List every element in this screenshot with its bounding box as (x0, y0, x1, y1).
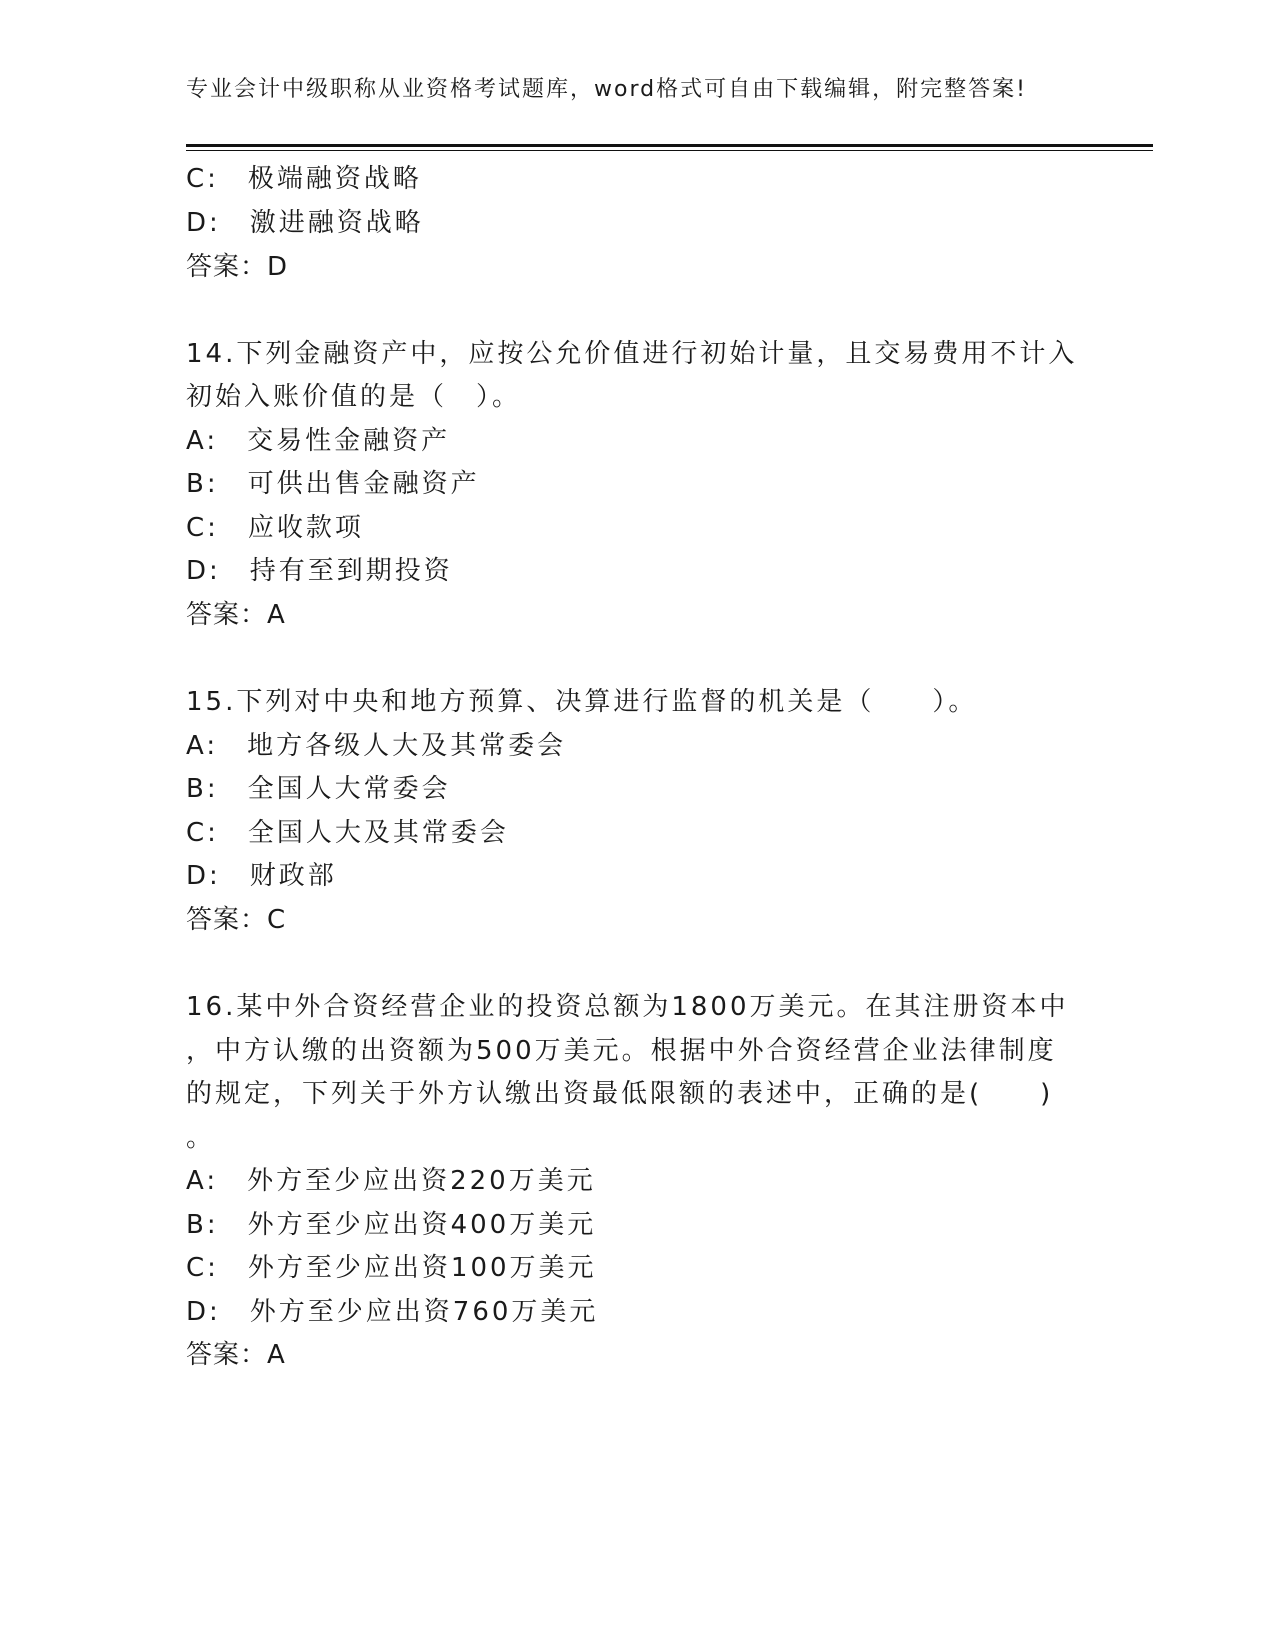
question-14-stem: 14.下列金融资产中，应按公允价值进行初始计量，且交易费用不计入 (186, 339, 1078, 369)
option-b: B: 可供出售金融资产 (186, 469, 480, 499)
option-d: D: 持有至到期投资 (186, 556, 453, 586)
question-16-stem: 的规定，下列关于外方认缴出资最低限额的表述中，正确的是( ) (186, 1079, 1054, 1109)
page-header: 专业会计中级职称从业资格考试题库，word格式可自由下载编辑，附完整答案! (186, 77, 1027, 102)
option-a: A: 交易性金融资产 (186, 426, 451, 456)
answer: 答案：A (186, 600, 286, 630)
question-14-stem: 初始入账价值的是（ ）。 (186, 382, 522, 412)
option-a: A: 外方至少应出资220万美元 (186, 1166, 596, 1196)
question-16-stem: 。 (186, 1123, 216, 1153)
option-b: B: 全国人大常委会 (186, 774, 451, 804)
option-c: C: 全国人大及其常委会 (186, 818, 509, 848)
option-c: C: 极端融资战略 (186, 164, 422, 194)
option-b: B: 外方至少应出资400万美元 (186, 1210, 597, 1240)
header-rule-thin (186, 150, 1153, 151)
option-a: A: 地方各级人大及其常委会 (186, 731, 567, 761)
header-rule-thick (186, 144, 1153, 147)
option-c: C: 应收款项 (186, 513, 364, 543)
answer: 答案：C (186, 905, 287, 935)
option-c: C: 外方至少应出资100万美元 (186, 1253, 597, 1283)
answer: 答案：A (186, 1340, 286, 1370)
question-15-stem: 15.下列对中央和地方预算、决算进行监督的机关是（ ）。 (186, 687, 978, 717)
option-d: D: 外方至少应出资760万美元 (186, 1297, 599, 1327)
answer: 答案：D (186, 252, 289, 282)
option-d: D: 财政部 (186, 861, 337, 891)
question-16-stem: 16.某中外合资经营企业的投资总额为1800万美元。在其注册资本中 (186, 992, 1069, 1022)
question-16-stem: ，中方认缴的出资额为500万美元。根据中外合资经营企业法律制度 (186, 1036, 1057, 1066)
option-d: D: 激进融资战略 (186, 208, 424, 238)
